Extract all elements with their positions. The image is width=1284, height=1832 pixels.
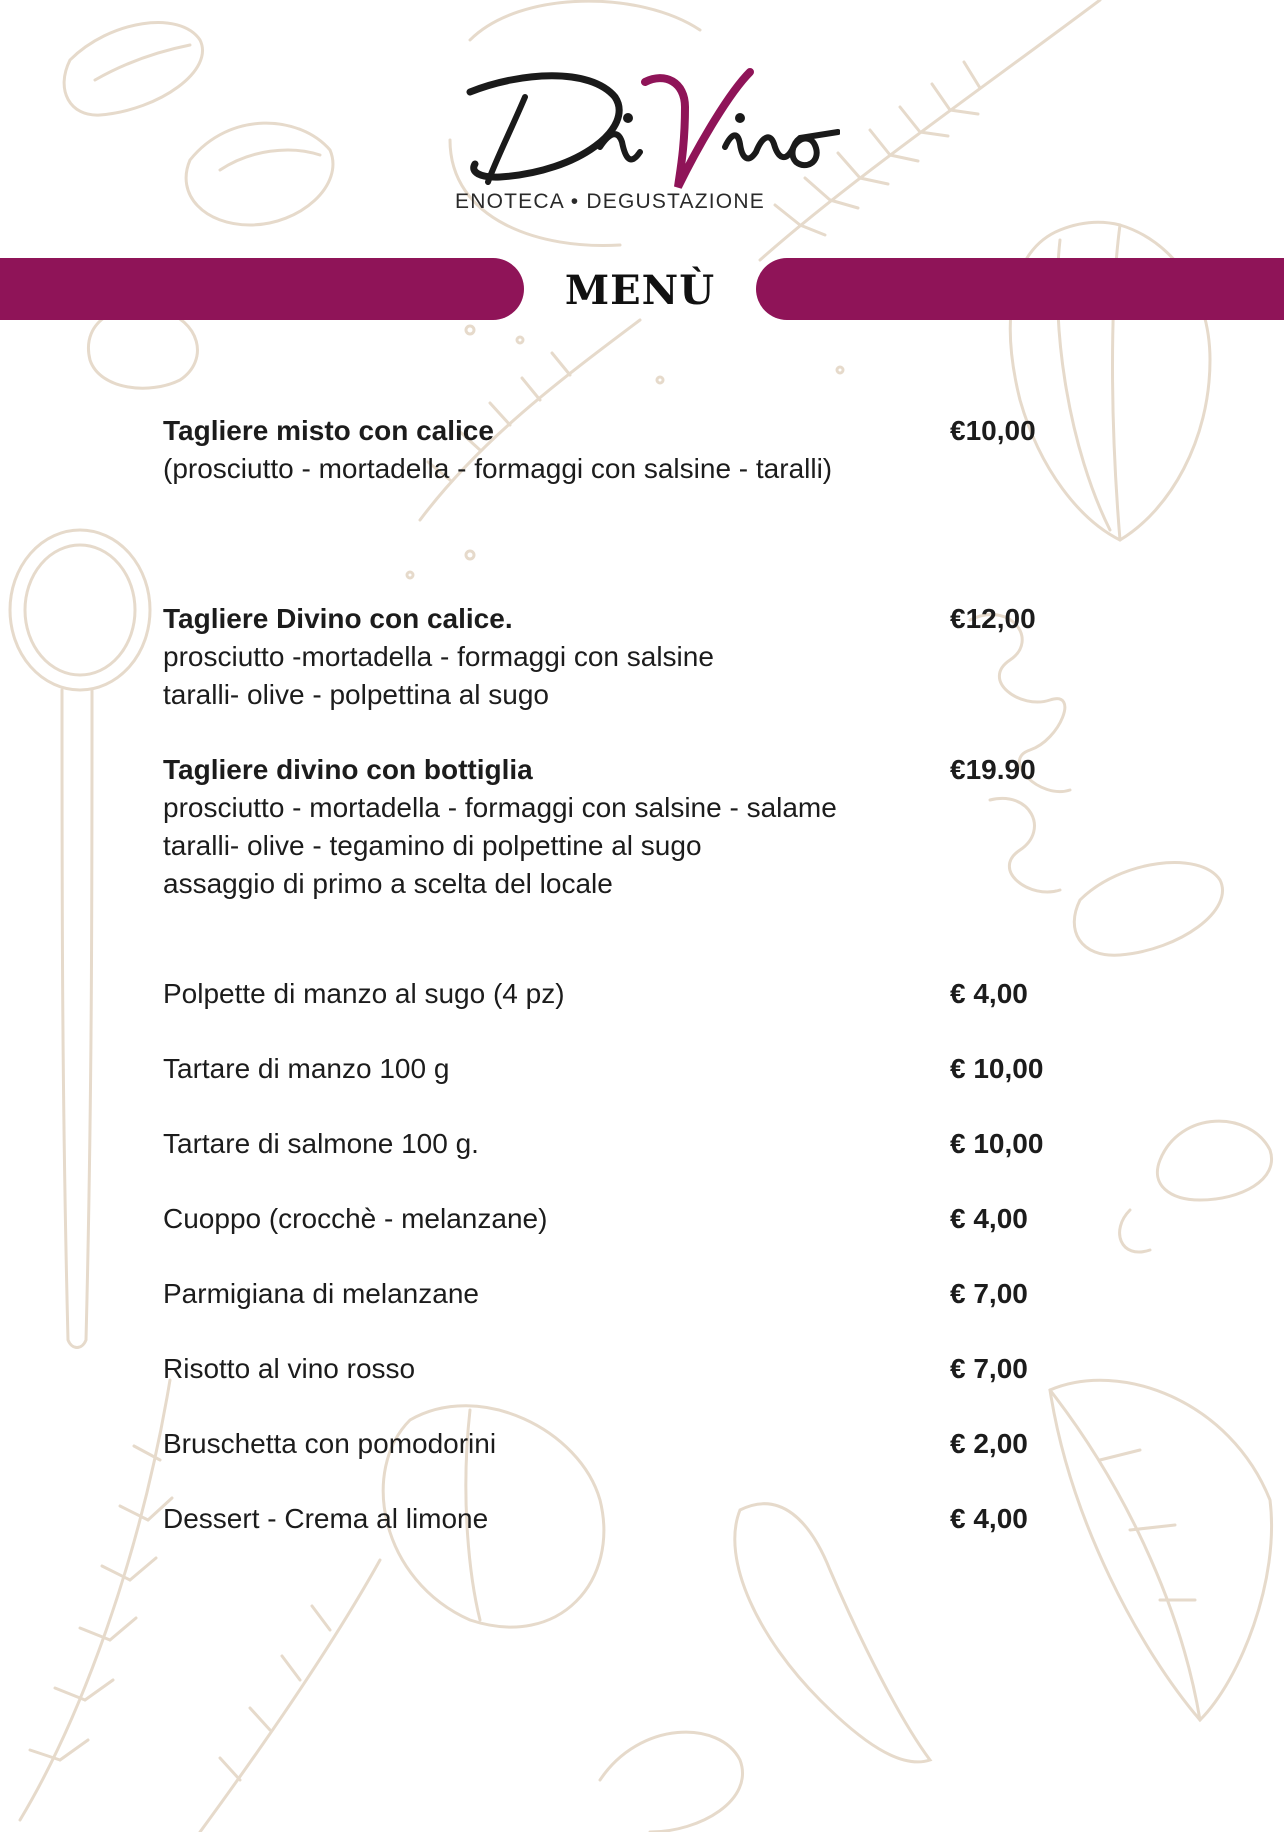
- item-name: Risotto al vino rosso: [163, 1353, 416, 1384]
- item-price: € 4,00: [950, 1503, 1028, 1534]
- item-description: (prosciutto - mortadella - formaggi con salsine - taralli): [163, 453, 833, 484]
- item-price: € 2,00: [950, 1428, 1028, 1459]
- divino-script-logo: [440, 52, 840, 202]
- item-name: Tartare di manzo 100 g: [163, 1053, 450, 1084]
- item-price: € 10,00: [950, 1128, 1044, 1159]
- menu-item-featured: [163, 600, 1163, 714]
- item-price: € 7,00: [950, 1353, 1028, 1384]
- item-name: Dessert - Crema al limone: [163, 1503, 489, 1534]
- item-description: assaggio di primo a scelta del locale: [163, 868, 613, 899]
- menu-item: [163, 1125, 1163, 1163]
- item-name: Bruschetta con pomodorini: [163, 1428, 497, 1459]
- item-description: prosciutto -mortadella - formaggi con salsine: [163, 641, 714, 672]
- item-price: €19.90: [950, 754, 1036, 785]
- item-price: €10,00: [950, 415, 1036, 446]
- menu-item-featured: [163, 412, 1163, 488]
- item-description: prosciutto - mortadella - formaggi con salsine - salame: [163, 792, 837, 823]
- item-price: € 10,00: [950, 1053, 1044, 1084]
- menu-item-featured: [163, 751, 1163, 903]
- brand-subtitle: ENOTECA • DEGUSTAZIONE: [455, 190, 765, 213]
- item-description: taralli- olive - polpettina al sugo: [163, 679, 549, 710]
- menu-item: [163, 1500, 1163, 1538]
- menu-item: [163, 1050, 1163, 1088]
- menu-item: [163, 1275, 1163, 1313]
- item-name: Tagliere divino con bottiglia: [163, 754, 533, 785]
- item-price: € 4,00: [950, 1203, 1028, 1234]
- item-name: Polpette di manzo al sugo (4 pz): [163, 978, 565, 1009]
- item-price: € 4,00: [950, 978, 1028, 1009]
- item-name: Parmigiana di melanzane: [163, 1278, 479, 1309]
- item-name: Tagliere misto con calice: [163, 415, 494, 446]
- item-name: Tartare di salmone 100 g.: [163, 1128, 479, 1159]
- menu-item: [163, 1350, 1163, 1388]
- header-band-left: [0, 258, 524, 320]
- item-price: € 7,00: [950, 1278, 1028, 1309]
- item-description: taralli- olive - tegamino di polpettine al sugo: [163, 830, 702, 861]
- page-title: MENÙ: [564, 267, 716, 314]
- item-price: €12,00: [950, 603, 1036, 634]
- header-band-right: [756, 258, 1284, 320]
- item-name: Tagliere Divino con calice.: [163, 603, 513, 634]
- menu-item: [163, 1425, 1163, 1463]
- menu-item: [163, 975, 1163, 1013]
- item-name: Cuoppo (crocchè - melanzane): [163, 1203, 548, 1234]
- menu-item: [163, 1200, 1163, 1238]
